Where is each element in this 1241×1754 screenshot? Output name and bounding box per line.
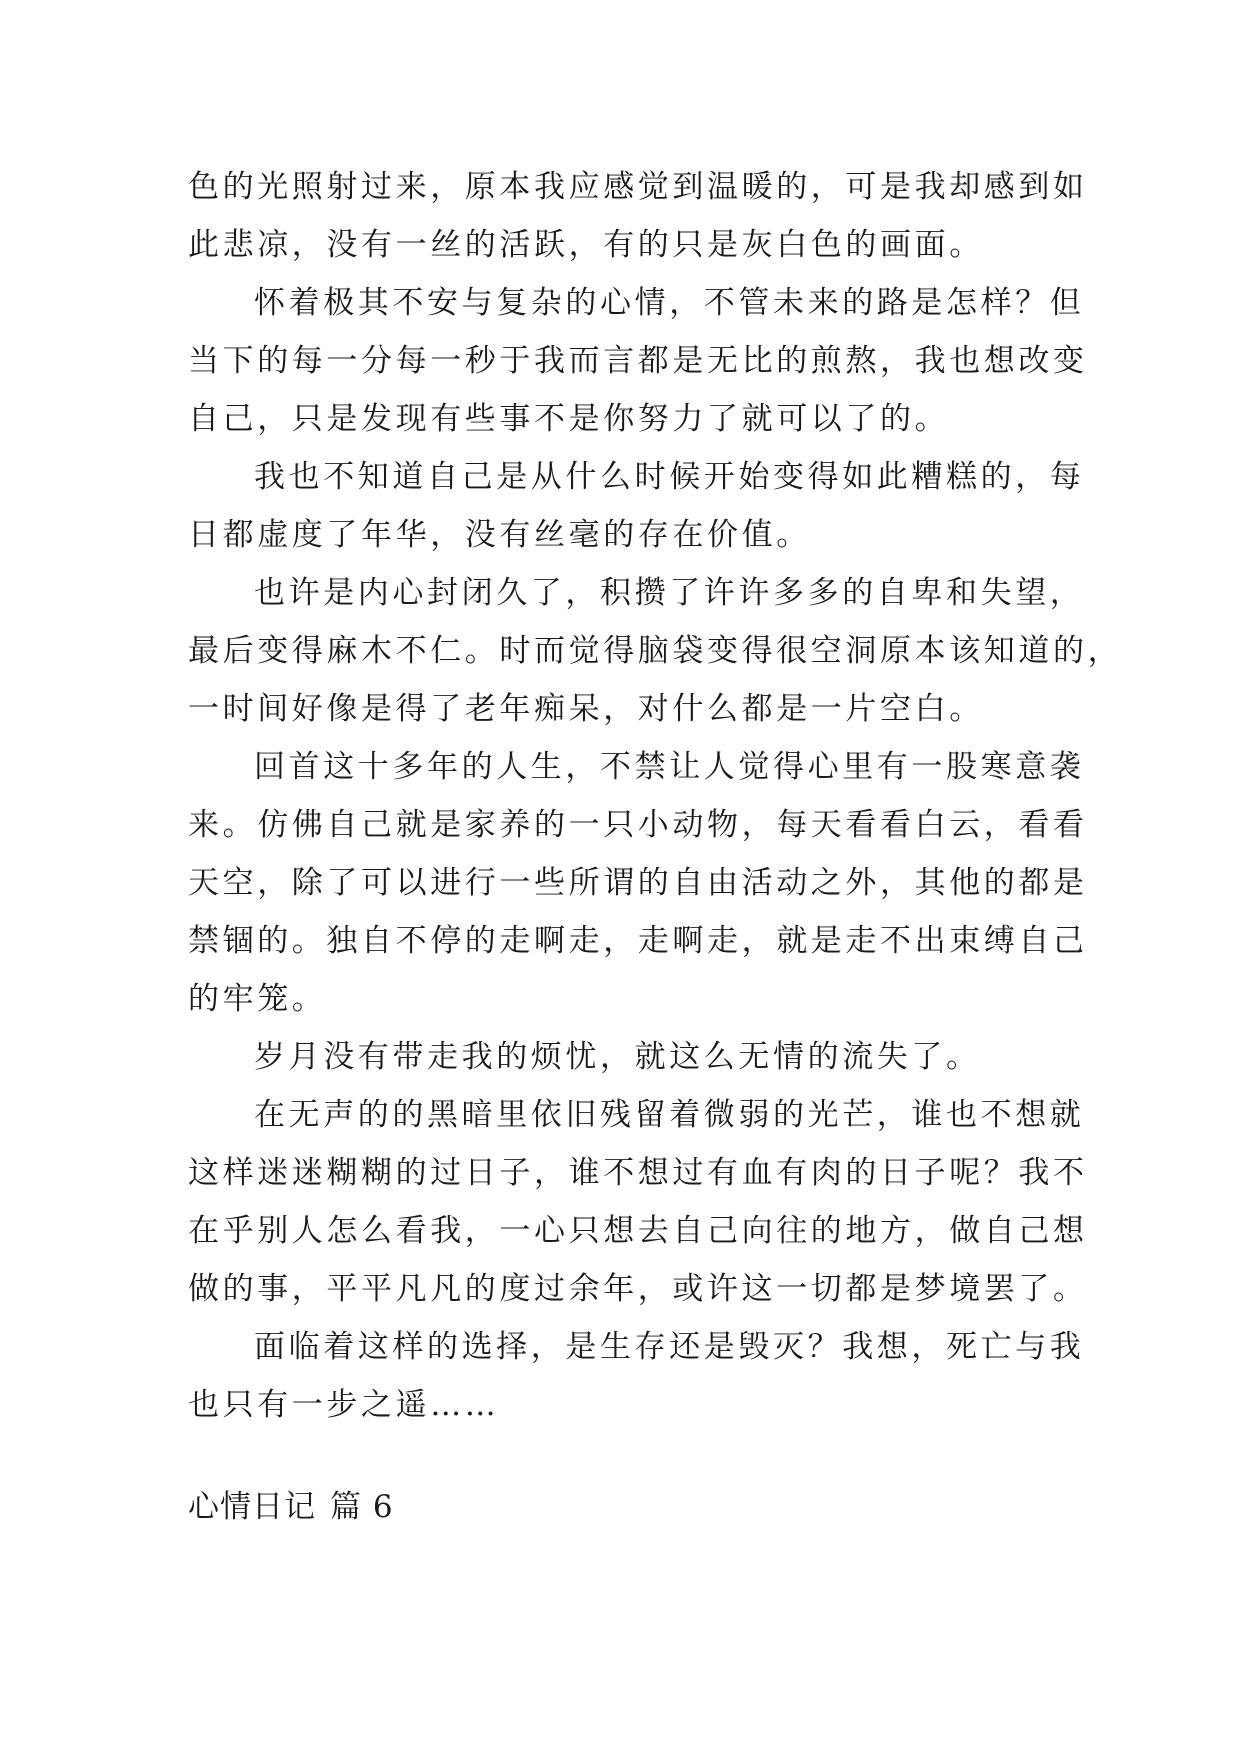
text-line: 我也不知道自己是从什么时候开始变得如此糟糕的，每 [254,459,1085,495]
text-line: 最后变得麻木不仁。时而觉得脑袋变得很空洞原本该知道的， [188,633,1123,669]
section-heading [188,1487,394,1527]
text-line: 的牢笼。 [188,981,327,1017]
paragraph [188,1318,1085,1434]
text-line: 面临着这样的选择，是生存还是毁灭？我想，死亡与我 [254,1329,1085,1365]
text-line: 此悲凉，没有一丝的活跃，有的只是灰白色的画面。 [188,227,984,263]
text-line: 也只有一步之遥…… [188,1387,500,1423]
text-line: 回首这十多年的人生，不禁让人觉得心里有一股寒意袭 [254,749,1085,785]
text-line: 岁月没有带走我的烦忧，就这么无情的流失了。 [254,1039,981,1075]
text-line: 禁锢的。独自不停的走啊走，走啊走，就是走不出束缚自己 [188,923,1088,959]
paragraph [188,1086,1088,1318]
text-line: 来。仿佛自己就是家养的一只小动物，每天看看白云，看看 [188,807,1088,843]
text-line: 也许是内心封闭久了，积攒了许许多多的自卑和失望， [254,575,1085,611]
text-line: 怀着极其不安与复杂的心情，不管未来的路是怎样？但 [254,285,1085,321]
section-title: 心情日记 [188,1489,316,1525]
paragraph [188,1028,1058,1086]
text-line: 色的光照射过来，原本我应感觉到温暖的，可是我却感到如 [188,169,1088,205]
paragraph [188,564,1123,738]
document-body [188,158,1123,1434]
text-line: 日都虚度了年华，没有丝毫的存在价值。 [188,517,811,553]
text-line: 当下的每一分每一秒于我而言都是无比的煎熬，我也想改变 [188,343,1088,379]
text-line: 天空，除了可以进行一些所谓的自由活动之外，其他的都是 [188,865,1088,901]
text-line: 自己，只是发现有些事不是你努力了就可以了的。 [188,401,950,437]
paragraph [188,158,1088,274]
paragraph [188,448,1085,564]
paragraph [188,738,1088,1028]
text-line: 做的事，平平凡凡的度过余年，或许这一切都是梦境罢了。 [188,1271,1088,1307]
text-line: 在无声的的黑暗里依旧残留着微弱的光芒，谁也不想就 [254,1097,1085,1133]
paragraph [188,274,1088,448]
text-line: 一时间好像是得了老年痴呆，对什么都是一片空白。 [188,691,984,727]
text-line: 在乎别人怎么看我，一心只想去自己向往的地方，做自己想 [188,1213,1088,1249]
text-line: 这样迷迷糊糊的过日子，谁不想过有血有肉的日子呢？我不 [188,1155,1088,1191]
section-number: 篇 6 [330,1489,394,1525]
